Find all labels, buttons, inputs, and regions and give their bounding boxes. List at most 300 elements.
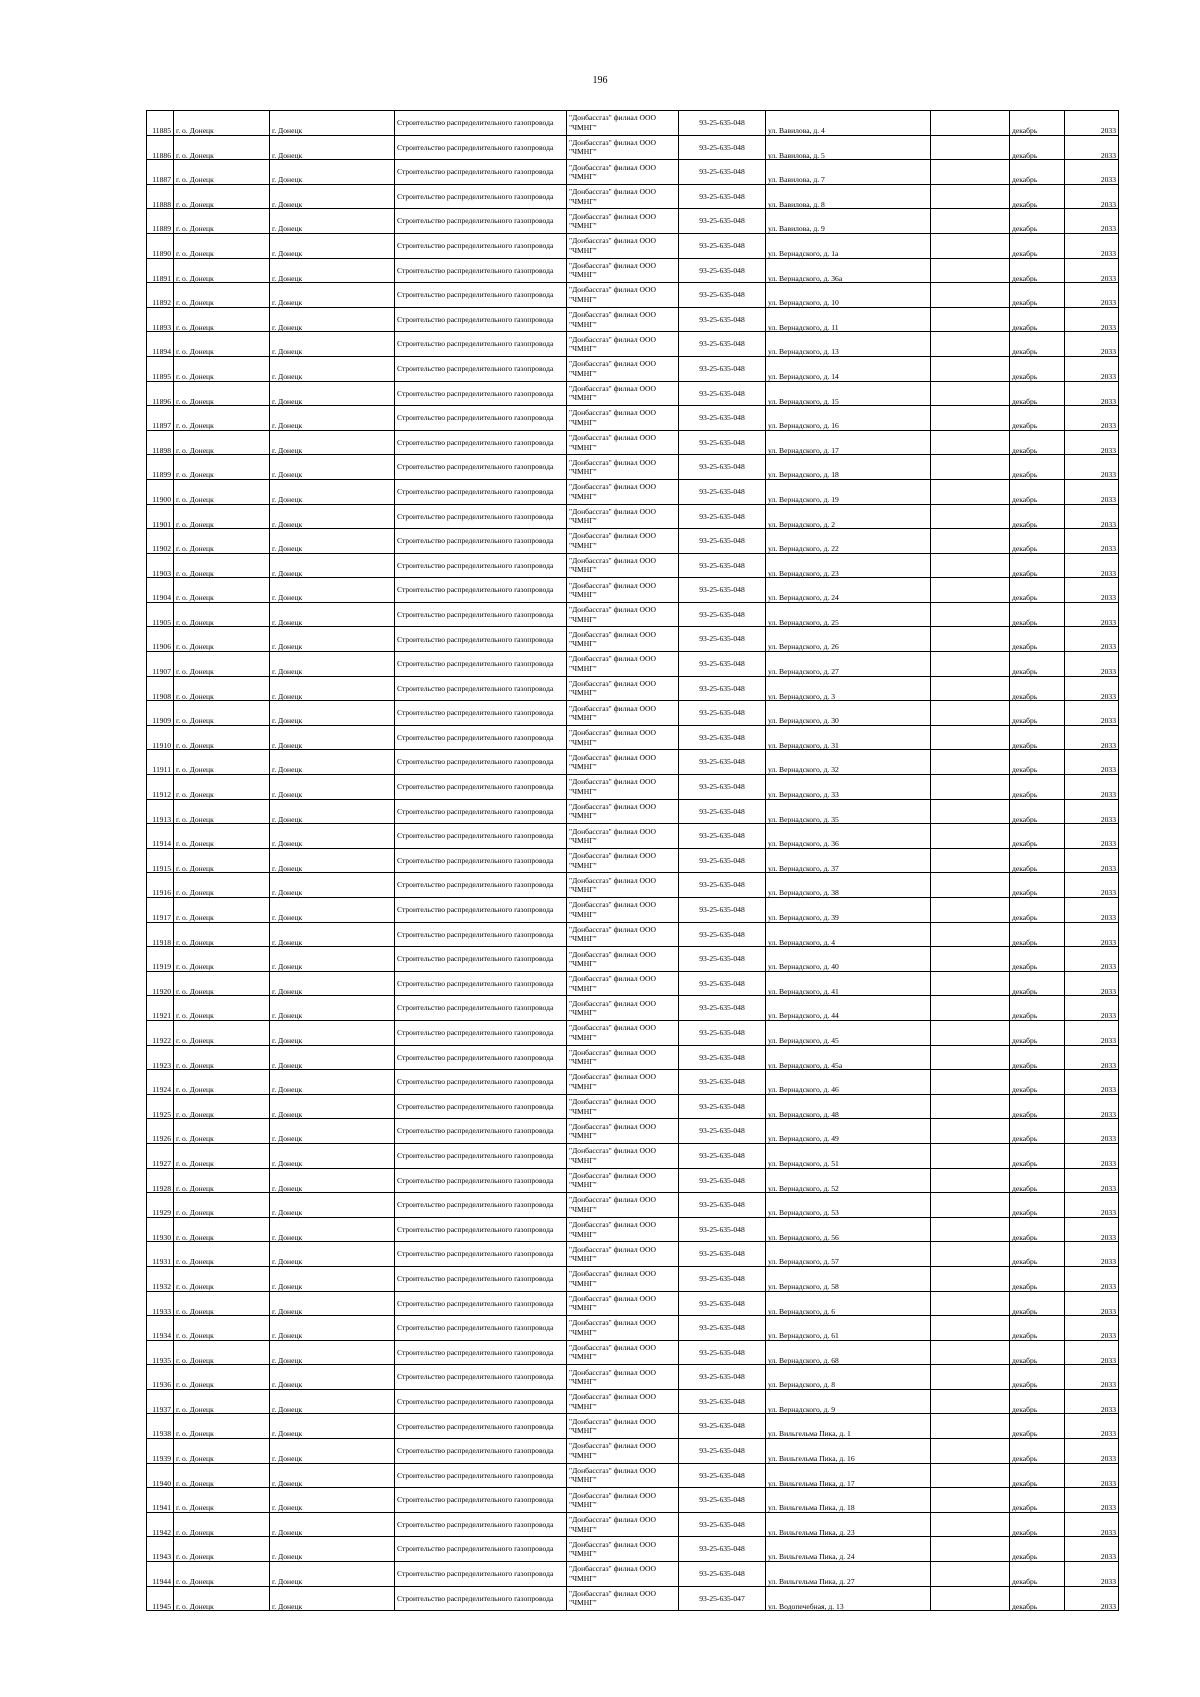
empty-cell bbox=[931, 283, 1010, 308]
city-cell: г. Донецк bbox=[270, 1045, 395, 1070]
district-cell: г. о. Донецк bbox=[174, 848, 270, 873]
table-row bbox=[147, 873, 1119, 898]
address-cell: ул. Вавилова, д. 8 bbox=[766, 184, 931, 209]
work-type-cell bbox=[395, 1094, 567, 1119]
month-cell: декабрь bbox=[1010, 455, 1065, 480]
work-type-cell-text: Строительство распределительного газопровода bbox=[397, 1077, 554, 1087]
address-cell: ул. Вернадского, д. 22 bbox=[766, 529, 931, 554]
city-cell: г. Донецк bbox=[270, 1586, 395, 1611]
organization-cell bbox=[567, 406, 679, 431]
organization-cell bbox=[567, 430, 679, 455]
empty-cell bbox=[931, 1168, 1010, 1193]
city-cell: г. Донецк bbox=[270, 627, 395, 652]
address-cell: ул. Вернадского, д. 15 bbox=[766, 381, 931, 406]
organization-cell bbox=[567, 1045, 679, 1070]
year-cell: 2033 bbox=[1065, 1463, 1119, 1488]
work-type-cell bbox=[395, 725, 567, 750]
month-cell: декабрь bbox=[1010, 479, 1065, 504]
work-type-cell bbox=[395, 332, 567, 357]
district-cell: г. о. Донецк bbox=[174, 381, 270, 406]
empty-cell bbox=[931, 1143, 1010, 1168]
organization-cell bbox=[567, 307, 679, 332]
work-type-cell-text: Строительство распределительного газопровода bbox=[397, 1495, 554, 1505]
organization-cell bbox=[567, 725, 679, 750]
address-cell: ул. Вернадского, д. 56 bbox=[766, 1217, 931, 1242]
work-type-cell bbox=[395, 922, 567, 947]
month-cell: декабрь bbox=[1010, 1414, 1065, 1439]
work-type-cell bbox=[395, 1217, 567, 1242]
city-cell: г. Донецк bbox=[270, 996, 395, 1021]
year-cell: 2033 bbox=[1065, 332, 1119, 357]
organization-cell bbox=[567, 529, 679, 554]
district-cell: г. о. Донецк bbox=[174, 553, 270, 578]
empty-cell bbox=[931, 750, 1010, 775]
row-number-cell: 11915 bbox=[147, 848, 174, 873]
work-type-cell bbox=[395, 1340, 567, 1365]
year-cell: 2033 bbox=[1065, 873, 1119, 898]
month-cell: декабрь bbox=[1010, 1168, 1065, 1193]
table-row bbox=[147, 233, 1119, 258]
city-cell: г. Донецк bbox=[270, 947, 395, 972]
organization-cell-text: "Донбассгаз" филиал ООО "ЧМНГ" bbox=[569, 949, 657, 968]
row-number-cell: 11922 bbox=[147, 1020, 174, 1045]
organization-cell-text: "Донбассгаз" филиал ООО "ЧМНГ" bbox=[569, 310, 657, 329]
work-type-cell bbox=[395, 578, 567, 603]
code-cell: 93-25-635-048 bbox=[679, 799, 766, 824]
district-cell: г. о. Донецк bbox=[174, 258, 270, 283]
work-type-cell-text: Строительство распределительного газопровода bbox=[397, 806, 554, 816]
organization-cell-text: "Донбассгаз" филиал ООО "ЧМНГ" bbox=[569, 851, 657, 870]
work-type-cell bbox=[395, 160, 567, 185]
empty-cell bbox=[931, 1119, 1010, 1144]
work-type-cell bbox=[395, 750, 567, 775]
organization-cell bbox=[567, 1070, 679, 1095]
address-cell: ул. Вернадского, д. 4 bbox=[766, 922, 931, 947]
address-cell: ул. Вернадского, д. 35 bbox=[766, 799, 931, 824]
row-number-cell: 11902 bbox=[147, 529, 174, 554]
year-cell: 2033 bbox=[1065, 701, 1119, 726]
organization-cell-text: "Донбассгаз" филиал ООО "ЧМНГ" bbox=[569, 728, 657, 747]
month-cell: декабрь bbox=[1010, 1193, 1065, 1218]
work-type-cell bbox=[395, 283, 567, 308]
month-cell: декабрь bbox=[1010, 1389, 1065, 1414]
organization-cell-text: "Донбассгаз" филиал ООО "ЧМНГ" bbox=[569, 1515, 657, 1534]
address-cell: ул. Вернадского, д. 10 bbox=[766, 283, 931, 308]
table-row bbox=[147, 1168, 1119, 1193]
empty-cell bbox=[931, 479, 1010, 504]
organization-cell bbox=[567, 947, 679, 972]
address-cell: ул. Водопечебная, д. 13 bbox=[766, 1586, 931, 1611]
organization-cell-text: "Донбассгаз" филиал ООО "ЧМНГ" bbox=[569, 1121, 657, 1141]
district-cell: г. о. Донецк bbox=[174, 1562, 270, 1587]
code-cell: 93-25-635-047 bbox=[679, 1586, 766, 1611]
organization-cell-text: "Донбассгаз" филиал ООО "ЧМНГ" bbox=[569, 998, 657, 1018]
table-row bbox=[147, 922, 1119, 947]
row-number-cell: 11921 bbox=[147, 996, 174, 1021]
organization-cell-text: "Донбассгаз" филиал ООО "ЧМНГ" bbox=[569, 433, 657, 452]
year-cell: 2033 bbox=[1065, 824, 1119, 849]
work-type-cell-text: Строительство распределительного газопровода bbox=[397, 290, 554, 300]
city-cell: г. Донецк bbox=[270, 602, 395, 627]
organization-cell-text: "Донбассгаз" филиал ООО "ЧМНГ" bbox=[569, 113, 657, 132]
work-type-cell bbox=[395, 1512, 567, 1537]
code-cell: 93-25-635-048 bbox=[679, 209, 766, 234]
organization-cell-text: "Донбассгаз" филиал ООО "ЧМНГ" bbox=[569, 654, 657, 673]
empty-cell bbox=[931, 1242, 1010, 1267]
organization-cell-text: "Донбассгаз" филиал ООО "ЧМНГ" bbox=[569, 801, 657, 821]
empty-cell bbox=[931, 406, 1010, 431]
organization-cell bbox=[567, 504, 679, 529]
year-cell: 2033 bbox=[1065, 135, 1119, 160]
district-cell: г. о. Донецк bbox=[174, 922, 270, 947]
organization-cell bbox=[567, 1365, 679, 1390]
city-cell: г. Донецк bbox=[270, 824, 395, 849]
district-cell: г. о. Донецк bbox=[174, 1119, 270, 1144]
organization-cell bbox=[567, 1340, 679, 1365]
work-type-cell bbox=[395, 307, 567, 332]
address-cell: ул. Вильгельма Пика, д. 17 bbox=[766, 1463, 931, 1488]
work-type-cell bbox=[395, 233, 567, 258]
address-cell: ул. Вильгельма Пика, д. 1 bbox=[766, 1414, 931, 1439]
month-cell: декабрь bbox=[1010, 1045, 1065, 1070]
work-type-cell-text: Строительство распределительного газопровода bbox=[397, 1446, 554, 1456]
address-cell: ул. Вернадского, д. 39 bbox=[766, 898, 931, 923]
month-cell: декабрь bbox=[1010, 775, 1065, 800]
table-row bbox=[147, 1488, 1119, 1513]
organization-cell-text: "Донбассгаз" филиал ООО "ЧМНГ" bbox=[569, 1441, 657, 1460]
district-cell: г. о. Донецк bbox=[174, 479, 270, 504]
city-cell: г. Донецк bbox=[270, 1143, 395, 1168]
organization-cell bbox=[567, 553, 679, 578]
month-cell: декабрь bbox=[1010, 1217, 1065, 1242]
table-row bbox=[147, 160, 1119, 185]
work-type-cell bbox=[395, 258, 567, 283]
code-cell: 93-25-635-048 bbox=[679, 479, 766, 504]
district-cell: г. о. Донецк bbox=[174, 1316, 270, 1341]
work-type-cell-text: Строительство распределительного газопровода bbox=[397, 511, 554, 521]
month-cell: декабрь bbox=[1010, 209, 1065, 234]
organization-cell-text: "Донбассгаз" филиал ООО "ЧМНГ" bbox=[569, 1539, 657, 1559]
address-cell: ул. Вернадского, д. 27 bbox=[766, 652, 931, 677]
work-type-cell-text: Строительство распределительного газопровода bbox=[397, 880, 554, 890]
organization-cell bbox=[567, 750, 679, 775]
row-number-cell: 11919 bbox=[147, 947, 174, 972]
row-number-cell: 11912 bbox=[147, 775, 174, 800]
organization-cell bbox=[567, 652, 679, 677]
organization-cell bbox=[567, 135, 679, 160]
organization-cell bbox=[567, 184, 679, 209]
year-cell: 2033 bbox=[1065, 848, 1119, 873]
code-cell: 93-25-635-048 bbox=[679, 1094, 766, 1119]
code-cell: 93-25-635-048 bbox=[679, 947, 766, 972]
address-cell: ул. Вернадского, д. 36а bbox=[766, 258, 931, 283]
table-row bbox=[147, 775, 1119, 800]
row-number-cell: 11926 bbox=[147, 1119, 174, 1144]
month-cell: декабрь bbox=[1010, 233, 1065, 258]
empty-cell bbox=[931, 996, 1010, 1021]
month-cell: декабрь bbox=[1010, 750, 1065, 775]
table-row bbox=[147, 627, 1119, 652]
year-cell: 2033 bbox=[1065, 1414, 1119, 1439]
month-cell: декабрь bbox=[1010, 1512, 1065, 1537]
empty-cell bbox=[931, 578, 1010, 603]
city-cell: г. Донецк bbox=[270, 1439, 395, 1464]
work-type-cell bbox=[395, 1193, 567, 1218]
city-cell: г. Донецк bbox=[270, 406, 395, 431]
organization-cell-text: "Донбассгаз" филиал ООО "ЧМНГ" bbox=[569, 703, 657, 723]
month-cell: декабрь bbox=[1010, 1488, 1065, 1513]
work-type-cell-text: Строительство распределительного газопровода bbox=[397, 1396, 554, 1406]
code-cell: 93-25-635-048 bbox=[679, 1045, 766, 1070]
organization-cell bbox=[567, 898, 679, 923]
organization-cell bbox=[567, 1316, 679, 1341]
work-type-cell bbox=[395, 1266, 567, 1291]
work-type-cell bbox=[395, 971, 567, 996]
year-cell: 2033 bbox=[1065, 1217, 1119, 1242]
city-cell: г. Донецк bbox=[270, 1242, 395, 1267]
table-row bbox=[147, 1143, 1119, 1168]
year-cell: 2033 bbox=[1065, 1242, 1119, 1267]
work-type-cell-text: Строительство распределительного газопровода bbox=[397, 831, 554, 841]
organization-cell bbox=[567, 873, 679, 898]
organization-cell bbox=[567, 1512, 679, 1537]
organization-cell bbox=[567, 701, 679, 726]
address-cell: ул. Вильгельма Пика, д. 24 bbox=[766, 1537, 931, 1562]
table-row bbox=[147, 479, 1119, 504]
empty-cell bbox=[931, 111, 1010, 136]
work-type-cell-text: Строительство распределительного газопровода bbox=[397, 413, 554, 423]
district-cell: г. о. Донецк bbox=[174, 602, 270, 627]
table-row bbox=[147, 455, 1119, 480]
year-cell: 2033 bbox=[1065, 111, 1119, 136]
work-type-cell bbox=[395, 701, 567, 726]
district-cell: г. о. Донецк bbox=[174, 1045, 270, 1070]
empty-cell bbox=[931, 1463, 1010, 1488]
table-row bbox=[147, 676, 1119, 701]
month-cell: декабрь bbox=[1010, 504, 1065, 529]
table-row bbox=[147, 578, 1119, 603]
city-cell: г. Донецк bbox=[270, 1488, 395, 1513]
district-cell: г. о. Донецк bbox=[174, 1094, 270, 1119]
work-type-cell-text: Строительство распределительного газопровода bbox=[397, 905, 554, 915]
month-cell: декабрь bbox=[1010, 1463, 1065, 1488]
year-cell: 2033 bbox=[1065, 996, 1119, 1021]
district-cell: г. о. Донецк bbox=[174, 1512, 270, 1537]
month-cell: декабрь bbox=[1010, 922, 1065, 947]
city-cell: г. Донецк bbox=[270, 455, 395, 480]
city-cell: г. Донецк bbox=[270, 1193, 395, 1218]
address-cell: ул. Вернадского, д. 2 bbox=[766, 504, 931, 529]
month-cell: декабрь bbox=[1010, 1586, 1065, 1611]
empty-cell bbox=[931, 799, 1010, 824]
table-row bbox=[147, 652, 1119, 677]
empty-cell bbox=[931, 1365, 1010, 1390]
city-cell: г. Донецк bbox=[270, 1119, 395, 1144]
code-cell: 93-25-635-048 bbox=[679, 1316, 766, 1341]
table-row bbox=[147, 1094, 1119, 1119]
city-cell: г. Донецк bbox=[270, 676, 395, 701]
district-cell: г. о. Донецк bbox=[174, 676, 270, 701]
table-row bbox=[147, 1070, 1119, 1095]
month-cell: декабрь bbox=[1010, 1439, 1065, 1464]
empty-cell bbox=[931, 873, 1010, 898]
month-cell: декабрь bbox=[1010, 529, 1065, 554]
organization-cell bbox=[567, 1168, 679, 1193]
address-cell: ул. Вернадского, д. 45 bbox=[766, 1020, 931, 1045]
row-number-cell: 11918 bbox=[147, 922, 174, 947]
city-cell: г. Донецк bbox=[270, 1094, 395, 1119]
month-cell: декабрь bbox=[1010, 258, 1065, 283]
organization-cell-text: "Донбассгаз" филиал ООО "ЧМНГ" bbox=[569, 359, 657, 378]
district-cell: г. о. Донецк bbox=[174, 406, 270, 431]
work-type-cell-text: Строительство распределительного газопровода bbox=[397, 1519, 554, 1529]
year-cell: 2033 bbox=[1065, 209, 1119, 234]
year-cell: 2033 bbox=[1065, 922, 1119, 947]
address-cell: ул. Вернадского, д. 32 bbox=[766, 750, 931, 775]
table-row bbox=[147, 971, 1119, 996]
work-type-cell bbox=[395, 1291, 567, 1316]
row-number-cell: 11943 bbox=[147, 1537, 174, 1562]
work-type-cell-text: Строительство распределительного газопровода bbox=[397, 191, 554, 201]
year-cell: 2033 bbox=[1065, 1389, 1119, 1414]
month-cell: декабрь bbox=[1010, 1094, 1065, 1119]
month-cell: декабрь bbox=[1010, 627, 1065, 652]
address-cell: ул. Вернадского, д. 31 bbox=[766, 725, 931, 750]
work-type-cell-text: Строительство распределительного газопровода bbox=[397, 118, 554, 128]
organization-cell bbox=[567, 455, 679, 480]
row-number-cell: 11900 bbox=[147, 479, 174, 504]
month-cell: декабрь bbox=[1010, 160, 1065, 185]
city-cell: г. Донецк bbox=[270, 1070, 395, 1095]
month-cell: декабрь bbox=[1010, 799, 1065, 824]
city-cell: г. Донецк bbox=[270, 381, 395, 406]
work-type-cell bbox=[395, 553, 567, 578]
code-cell: 93-25-635-048 bbox=[679, 676, 766, 701]
organization-cell-text: "Донбассгаз" филиал ООО "ЧМНГ" bbox=[569, 1170, 657, 1190]
code-cell: 93-25-635-048 bbox=[679, 160, 766, 185]
organization-cell bbox=[567, 676, 679, 701]
month-cell: декабрь bbox=[1010, 1020, 1065, 1045]
year-cell: 2033 bbox=[1065, 1143, 1119, 1168]
organization-cell bbox=[567, 1143, 679, 1168]
city-cell: г. Донецк bbox=[270, 750, 395, 775]
city-cell: г. Донецк bbox=[270, 1463, 395, 1488]
year-cell: 2033 bbox=[1065, 1512, 1119, 1537]
month-cell: декабрь bbox=[1010, 430, 1065, 455]
year-cell: 2033 bbox=[1065, 676, 1119, 701]
code-cell: 93-25-635-048 bbox=[679, 1193, 766, 1218]
work-type-cell-text: Строительство распределительного газопровода bbox=[397, 560, 554, 570]
table-row bbox=[147, 1291, 1119, 1316]
organization-cell-text: "Донбассгаз" филиал ООО "ЧМНГ" bbox=[569, 383, 657, 403]
work-type-cell-text: Строительство распределительного газопровода bbox=[397, 1593, 554, 1603]
organization-cell bbox=[567, 1439, 679, 1464]
city-cell: г. Донецк bbox=[270, 701, 395, 726]
month-cell: декабрь bbox=[1010, 1143, 1065, 1168]
organization-cell-text: "Донбассгаз" филиал ООО "ЧМНГ" bbox=[569, 875, 657, 895]
year-cell: 2033 bbox=[1065, 529, 1119, 554]
row-number-cell: 11938 bbox=[147, 1414, 174, 1439]
row-number-cell: 11888 bbox=[147, 184, 174, 209]
district-cell: г. о. Донецк bbox=[174, 898, 270, 923]
work-type-cell-text: Строительство распределительного газопровода bbox=[397, 782, 554, 792]
address-cell: ул. Вавилова, д. 4 bbox=[766, 111, 931, 136]
month-cell: декабрь bbox=[1010, 356, 1065, 381]
month-cell: декабрь bbox=[1010, 307, 1065, 332]
row-number-cell: 11887 bbox=[147, 160, 174, 185]
code-cell: 93-25-635-048 bbox=[679, 996, 766, 1021]
empty-cell bbox=[931, 1340, 1010, 1365]
district-cell: г. о. Донецк bbox=[174, 1143, 270, 1168]
organization-cell-text: "Донбассгаз" филиал ООО "ЧМНГ" bbox=[569, 1146, 657, 1165]
address-cell: ул. Вернадского, д. 9 bbox=[766, 1389, 931, 1414]
work-type-cell-text: Строительство распределительного газопровода bbox=[397, 1200, 554, 1210]
empty-cell bbox=[931, 1070, 1010, 1095]
work-type-cell-text: Строительство распределительного газопровода bbox=[397, 437, 554, 447]
address-cell: ул. Вильгельма Пика, д. 27 bbox=[766, 1562, 931, 1587]
district-cell: г. о. Донецк bbox=[174, 111, 270, 136]
organization-cell-text: "Донбассгаз" филиал ООО "ЧМНГ" bbox=[569, 777, 657, 796]
work-type-cell bbox=[395, 1463, 567, 1488]
code-cell: 93-25-635-048 bbox=[679, 1168, 766, 1193]
address-cell: ул. Вернадского, д. 17 bbox=[766, 430, 931, 455]
table-row bbox=[147, 209, 1119, 234]
code-cell: 93-25-635-048 bbox=[679, 922, 766, 947]
district-cell: г. о. Донецк bbox=[174, 799, 270, 824]
empty-cell bbox=[931, 430, 1010, 455]
row-number-cell: 11929 bbox=[147, 1193, 174, 1218]
organization-cell-text: "Донбассгаз" филиал ООО "ЧМНГ" bbox=[569, 236, 657, 255]
table-row bbox=[147, 1389, 1119, 1414]
district-cell: г. о. Донецк bbox=[174, 947, 270, 972]
district-cell: г. о. Донецк bbox=[174, 233, 270, 258]
work-type-cell bbox=[395, 1389, 567, 1414]
address-cell: ул. Вернадского, д. 3 bbox=[766, 676, 931, 701]
table-row bbox=[147, 1586, 1119, 1611]
year-cell: 2033 bbox=[1065, 430, 1119, 455]
district-cell: г. о. Донецк bbox=[174, 1193, 270, 1218]
city-cell: г. Донецк bbox=[270, 898, 395, 923]
organization-cell-text: "Донбассгаз" филиал ООО "ЧМНГ" bbox=[569, 1269, 657, 1288]
empty-cell bbox=[931, 1512, 1010, 1537]
city-cell: г. Донецк bbox=[270, 258, 395, 283]
organization-cell-text: "Донбассгаз" филиал ООО "ЧМНГ" bbox=[569, 1293, 657, 1313]
work-type-cell-text: Строительство распределительного газопровода bbox=[397, 1249, 554, 1259]
month-cell: декабрь bbox=[1010, 676, 1065, 701]
work-type-cell-text: Строительство распределительного газопровода bbox=[397, 1544, 554, 1554]
table-row bbox=[147, 529, 1119, 554]
month-cell: декабрь bbox=[1010, 652, 1065, 677]
year-cell: 2033 bbox=[1065, 381, 1119, 406]
organization-cell bbox=[567, 1562, 679, 1587]
address-cell: ул. Вернадского, д. 38 bbox=[766, 873, 931, 898]
row-number-cell: 11928 bbox=[147, 1168, 174, 1193]
month-cell: декабрь bbox=[1010, 725, 1065, 750]
city-cell: г. Донецк bbox=[270, 799, 395, 824]
city-cell: г. Донецк bbox=[270, 1389, 395, 1414]
table-row bbox=[147, 848, 1119, 873]
address-cell: ул. Вернадского, д. 37 bbox=[766, 848, 931, 873]
work-type-cell bbox=[395, 1316, 567, 1341]
work-type-cell bbox=[395, 184, 567, 209]
organization-cell-text: "Донбассгаз" филиал ООО "ЧМНГ" bbox=[569, 1465, 657, 1485]
organization-cell bbox=[567, 1242, 679, 1267]
organization-cell bbox=[567, 381, 679, 406]
organization-cell bbox=[567, 1119, 679, 1144]
row-number-cell: 11941 bbox=[147, 1488, 174, 1513]
address-cell: ул. Вернадского, д. 68 bbox=[766, 1340, 931, 1365]
code-cell: 93-25-635-048 bbox=[679, 406, 766, 431]
